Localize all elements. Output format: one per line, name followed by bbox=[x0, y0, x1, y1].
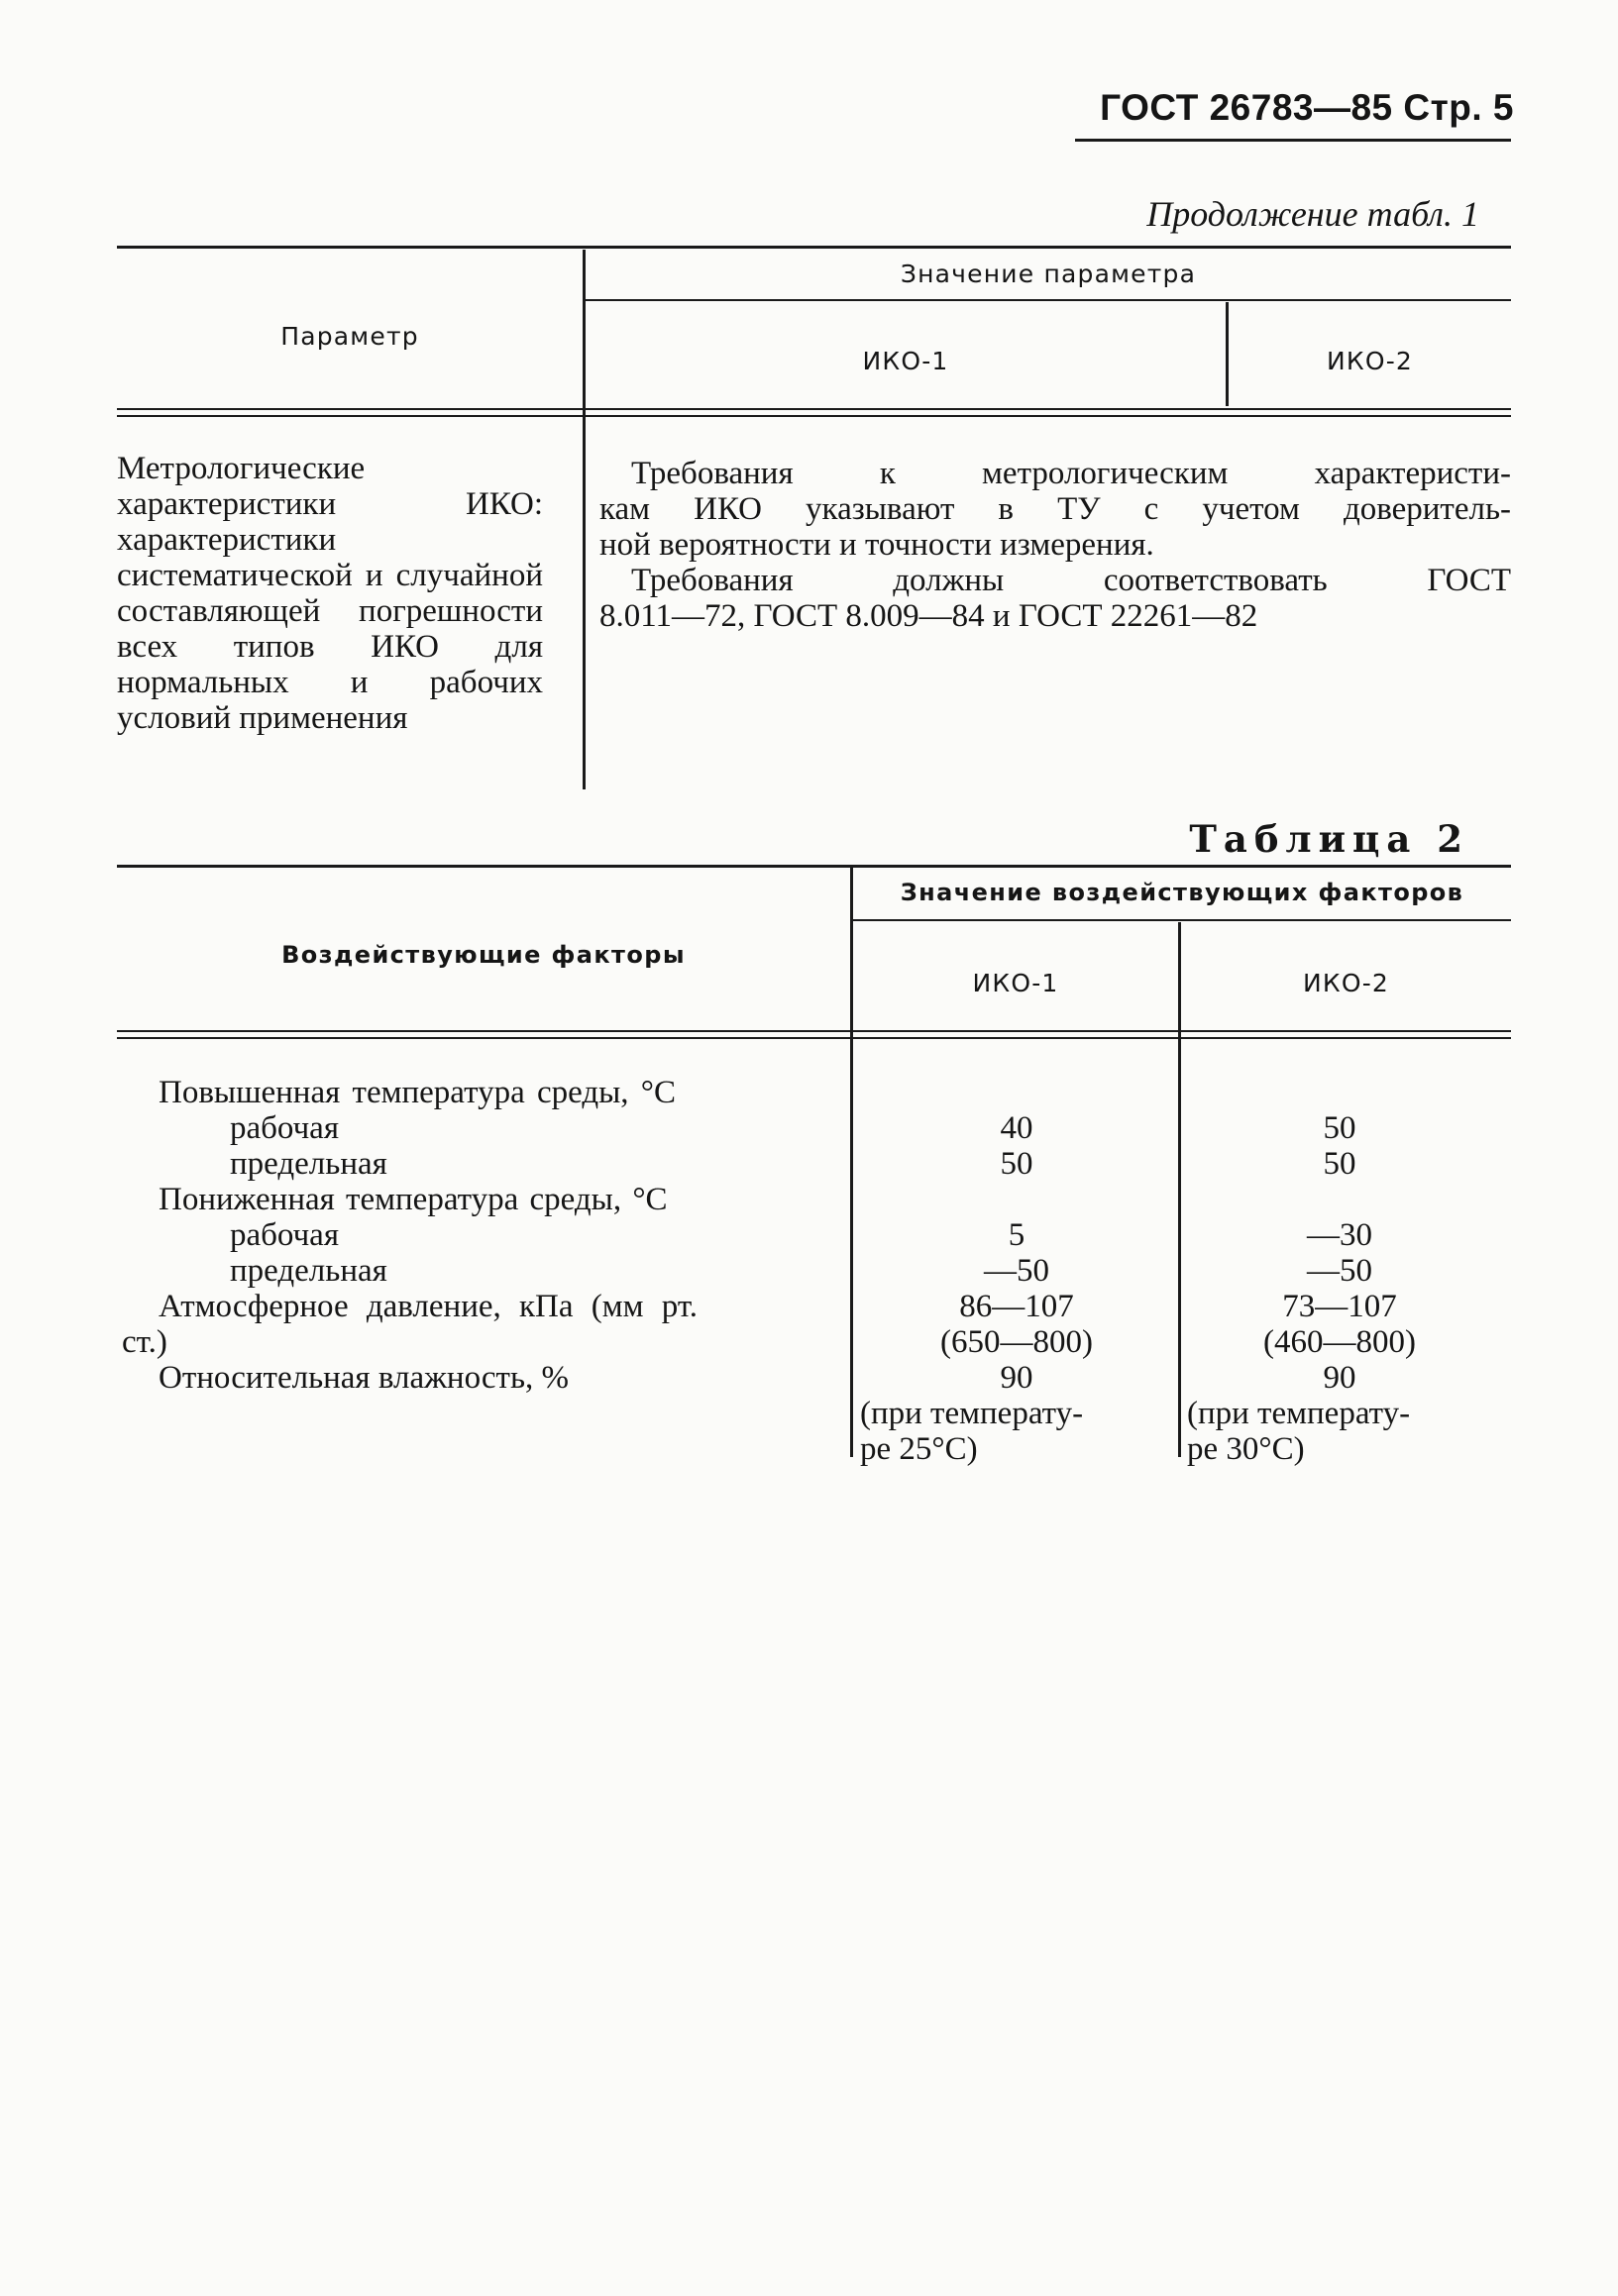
table2-subheader-line bbox=[853, 919, 1511, 921]
table1-value-line: Требования к метрологическим характеристи- bbox=[631, 456, 1511, 491]
factor-label: рабочая bbox=[230, 1110, 340, 1146]
table1-header-bottom-2 bbox=[117, 415, 1511, 417]
table1-header-bottom-1 bbox=[117, 408, 1511, 410]
table1-value-line: ной вероятности и точности измерения. bbox=[599, 527, 1154, 563]
header-underline bbox=[1075, 139, 1511, 142]
iko2-value: 50 bbox=[1323, 1146, 1356, 1182]
table2-header-bottom-1 bbox=[117, 1030, 1511, 1032]
iko2-value: 90 bbox=[1323, 1360, 1356, 1396]
factor-label: предельная bbox=[230, 1146, 387, 1182]
table1-value-line: Требования должны соответствовать ГОСТ bbox=[631, 563, 1511, 598]
table1-top-border bbox=[117, 246, 1511, 249]
table2-header-iko1: ИКО-1 bbox=[972, 969, 1059, 997]
iko2-value: ре 30°С) bbox=[1187, 1431, 1305, 1467]
table1-header-value-group: Значение параметра bbox=[900, 260, 1197, 288]
iko2-value: (при температу- bbox=[1187, 1396, 1411, 1431]
iko1-value: (при температу- bbox=[860, 1396, 1084, 1431]
iko2-value: (460—800) bbox=[1263, 1324, 1416, 1360]
table2-header-value-group: Значение воздействующих факторов bbox=[900, 879, 1464, 906]
iko1-value: 5 bbox=[1008, 1217, 1025, 1253]
iko2-value: —30 bbox=[1307, 1217, 1372, 1253]
table2-header-factors: Воздействующие факторы bbox=[281, 941, 686, 969]
table2-header-iko2: ИКО-2 bbox=[1302, 969, 1390, 997]
factor-label: Пониженная температура среды, °С bbox=[159, 1182, 668, 1217]
factor-label: рабочая bbox=[230, 1217, 340, 1253]
table2-top-border bbox=[117, 865, 1511, 868]
table1-header-iko2: ИКО-2 bbox=[1326, 347, 1414, 375]
iko1-value: (650—800) bbox=[940, 1324, 1093, 1360]
table1-col-divider bbox=[583, 250, 586, 789]
table1-value-line: 8.011—72, ГОСТ 8.009—84 и ГОСТ 22261—82 bbox=[599, 598, 1258, 634]
iko1-value: 90 bbox=[1000, 1360, 1033, 1396]
iko1-value: —50 bbox=[984, 1253, 1049, 1289]
iko2-value: 50 bbox=[1323, 1110, 1356, 1146]
iko2-value: 73—107 bbox=[1282, 1289, 1397, 1324]
factor-label: Повышенная температура среды, °С bbox=[159, 1075, 677, 1110]
table1-header-param: Параметр bbox=[280, 322, 419, 351]
factor-label: ст.) bbox=[122, 1324, 167, 1360]
page-header: ГОСТ 26783—85 Стр. 5 bbox=[1100, 87, 1514, 128]
iko1-value: 50 bbox=[1000, 1146, 1033, 1182]
table1-value-line: кам ИКО указывают в ТУ с учетом доверитель- bbox=[599, 491, 1511, 527]
table1-continuation-label: Продолжение табл. 1 bbox=[1146, 194, 1479, 234]
table2-title: Таблица 2 bbox=[1189, 817, 1469, 861]
iko1-value: 86—107 bbox=[959, 1289, 1074, 1324]
table1-row-value bbox=[599, 456, 1511, 634]
table2-header-bottom-2 bbox=[117, 1037, 1511, 1039]
iko1-value: 40 bbox=[1000, 1110, 1033, 1146]
factor-label: предельная bbox=[230, 1253, 387, 1289]
table1-header-iko1: ИКО-1 bbox=[862, 347, 949, 375]
table1-subheader-line bbox=[586, 299, 1511, 301]
iko1-value: ре 25°С) bbox=[860, 1431, 978, 1467]
factor-label: Атмосферное давление, кПа (мм рт. bbox=[159, 1289, 699, 1324]
iko2-value: —50 bbox=[1307, 1253, 1372, 1289]
factor-label: Относительная влажность, % bbox=[159, 1360, 570, 1396]
table1-row-param: Метрологические характеристики ИКО: характеристики систематической и случайной составляющей погрешности всех типов ИКО для нормальных и рабочих условий применения bbox=[117, 451, 543, 736]
